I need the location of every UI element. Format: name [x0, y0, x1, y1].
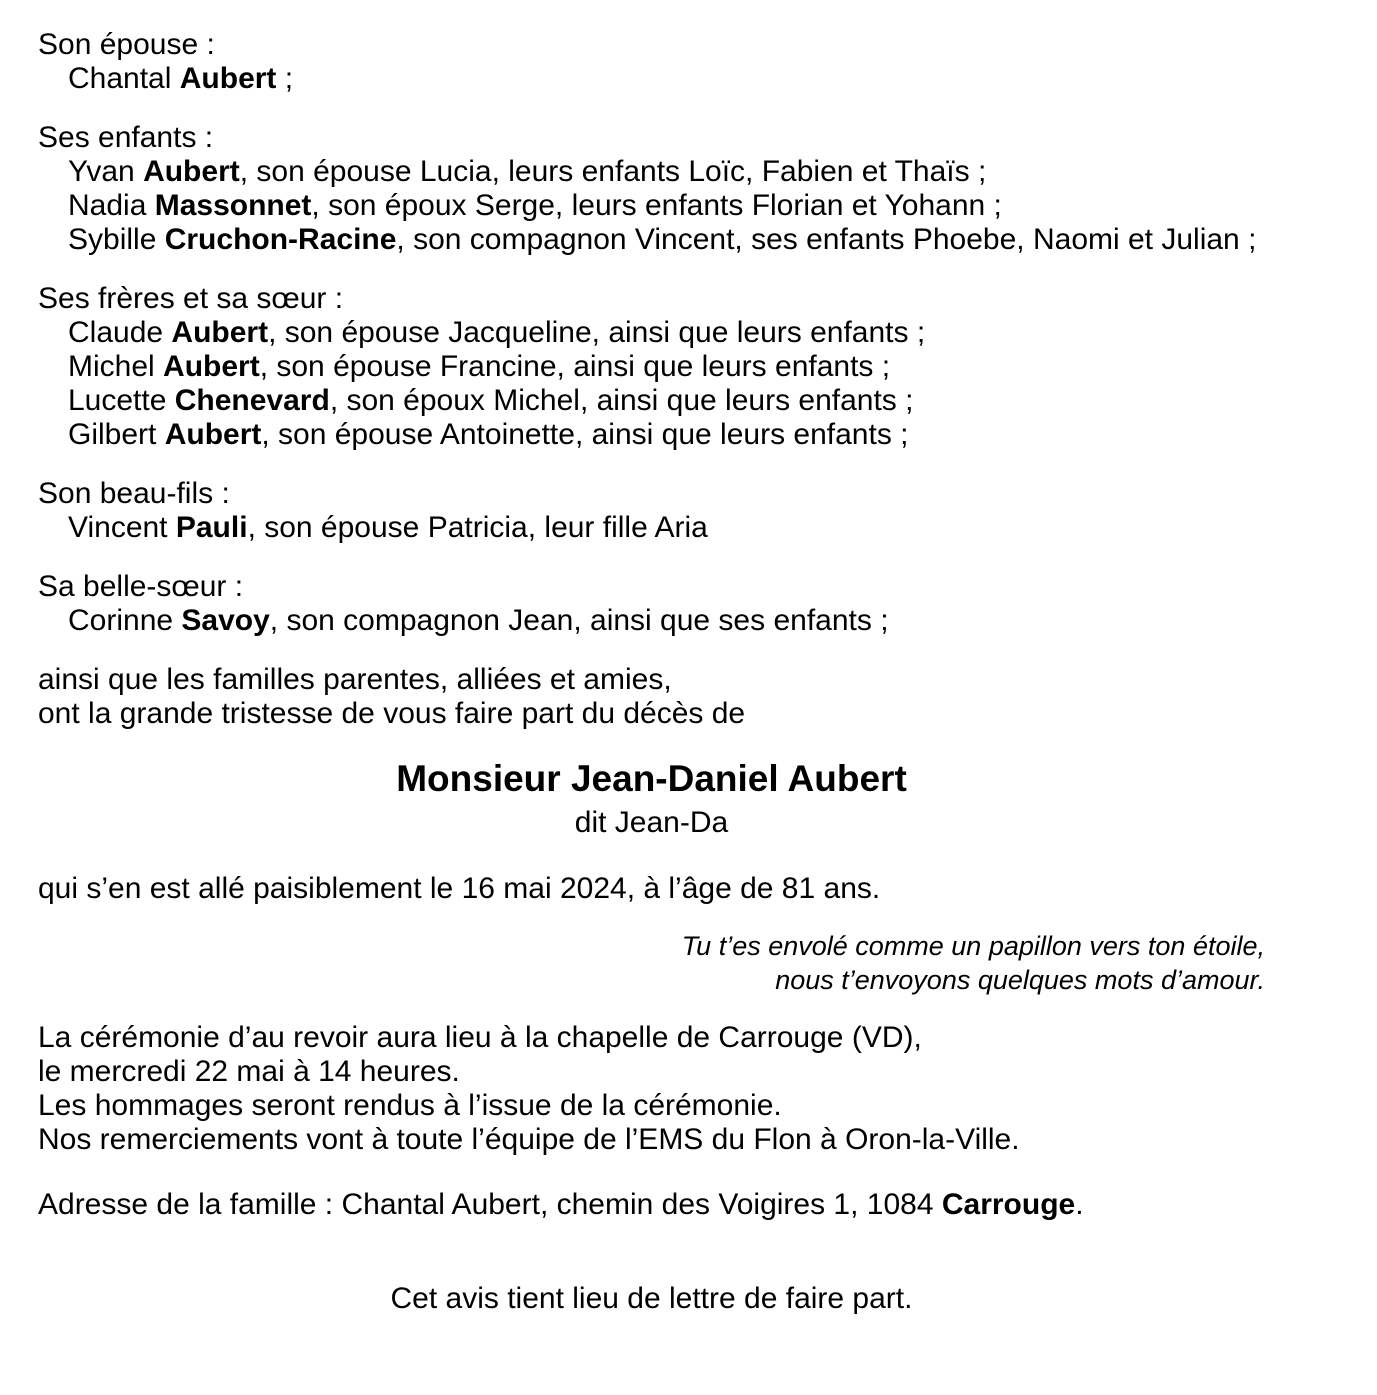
family-address-line	[38, 1188, 1265, 1222]
deceased-name: Monsieur Jean-Daniel Aubert	[396, 758, 907, 799]
notice-footer: Cet avis tient lieu de lettre de faire part.	[390, 1282, 913, 1315]
member-details: , son épouse Francine, ainsi que leurs enfants ;	[259, 350, 891, 383]
address-text: Adresse de la famille : Chantal Aubert, chemin des Voigires 1, 1084	[38, 1188, 942, 1221]
member-given-name: Nadia	[68, 189, 155, 222]
family-section-stepson	[38, 477, 1265, 545]
family-member-line	[38, 604, 1265, 638]
member-details: , son compagnon Jean, ainsi que ses enfants ;	[269, 604, 889, 637]
member-surname: Chenevard	[174, 384, 330, 417]
memorial-quote	[38, 929, 1265, 997]
ceremony-line: La cérémonie d’au revoir aura lieu à la chapelle de Carrouge (VD),	[38, 1021, 922, 1054]
section-heading: Ses frères et sa sœur :	[38, 282, 344, 315]
family-member-line	[38, 316, 1265, 350]
announcement-line: ainsi que les familles parentes, alliées et amies,	[38, 663, 672, 696]
family-section-sister-in-law	[38, 570, 1265, 638]
member-details: , son compagnon Vincent, ses enfants Phoebe, Naomi et Julian ;	[396, 223, 1257, 256]
member-given-name: Corinne	[68, 604, 182, 637]
section-heading: Son beau-fils :	[38, 477, 230, 510]
member-surname: Aubert	[143, 155, 240, 188]
member-given-name: Claude	[68, 316, 172, 349]
member-given-name: Gilbert	[68, 418, 165, 451]
family-member-line	[38, 384, 1265, 418]
member-surname: Aubert	[179, 62, 277, 95]
member-surname: Aubert	[164, 418, 262, 451]
family-member-line	[38, 223, 1265, 257]
member-details: , son épouse Patricia, leur fille Aria	[247, 511, 708, 544]
ceremony-line: Nos remerciements vont à toute l’équipe de l’EMS du Flon à Oron-la-Ville.	[38, 1123, 1020, 1156]
member-given-name: Michel	[68, 350, 164, 383]
address-locality: Carrouge	[941, 1188, 1076, 1221]
member-surname: Savoy	[181, 604, 270, 637]
family-member-line	[38, 155, 1265, 189]
address-period: .	[1075, 1188, 1084, 1221]
member-details: , son épouse Lucia, leurs enfants Loïc, Fabien et Thaïs ;	[239, 155, 987, 188]
member-surname: Pauli	[175, 511, 248, 544]
section-heading: Sa belle-sœur :	[38, 570, 244, 603]
member-given-name: Chantal	[68, 62, 180, 95]
member-details: , son époux Michel, ainsi que leurs enfants ;	[329, 384, 914, 417]
ceremony-paragraph	[38, 1021, 1265, 1157]
family-section-siblings	[38, 282, 1265, 452]
section-heading: Ses enfants :	[38, 121, 214, 154]
member-surname: Cruchon-Racine	[164, 223, 397, 256]
member-given-name: Yvan	[68, 155, 144, 188]
member-surname: Massonnet	[154, 189, 312, 222]
member-surname: Aubert	[163, 350, 260, 383]
announcement-paragraph	[38, 663, 1265, 731]
death-statement: qui s’en est allé paisiblement le 16 mai 2024, à l’âge de 81 ans.	[38, 872, 881, 905]
member-details: , son épouse Jacqueline, ainsi que leurs enfants ;	[268, 316, 926, 349]
member-given-name: Vincent	[68, 511, 176, 544]
family-section-spouse	[38, 28, 1265, 96]
member-given-name: Lucette	[68, 384, 175, 417]
member-given-name: Sybille	[68, 223, 165, 256]
member-details: , son épouse Antoinette, ainsi que leurs enfants ;	[261, 418, 909, 451]
member-details: , son époux Serge, leurs enfants Florian et Yohann ;	[311, 189, 1002, 222]
family-member-line	[38, 350, 1265, 384]
family-member-line	[38, 62, 1265, 96]
family-member-line	[38, 189, 1265, 223]
family-section-children	[38, 121, 1265, 257]
family-member-line	[38, 511, 1265, 545]
ceremony-line: le mercredi 22 mai à 14 heures.	[38, 1055, 460, 1088]
quote-line: nous t’envoyons quelques mots d’amour.	[775, 965, 1265, 995]
member-details: ;	[276, 62, 294, 95]
quote-line: Tu t’es envolé comme un papillon vers ton étoile,	[681, 931, 1265, 961]
announcement-line: ont la grande tristesse de vous faire part du décès de	[38, 697, 746, 730]
member-surname: Aubert	[171, 316, 269, 349]
deceased-nickname: dit Jean-Da	[574, 806, 729, 839]
family-member-line	[38, 418, 1265, 452]
ceremony-line: Les hommages seront rendus à l’issue de la cérémonie.	[38, 1089, 782, 1122]
section-heading: Son épouse :	[38, 28, 215, 61]
